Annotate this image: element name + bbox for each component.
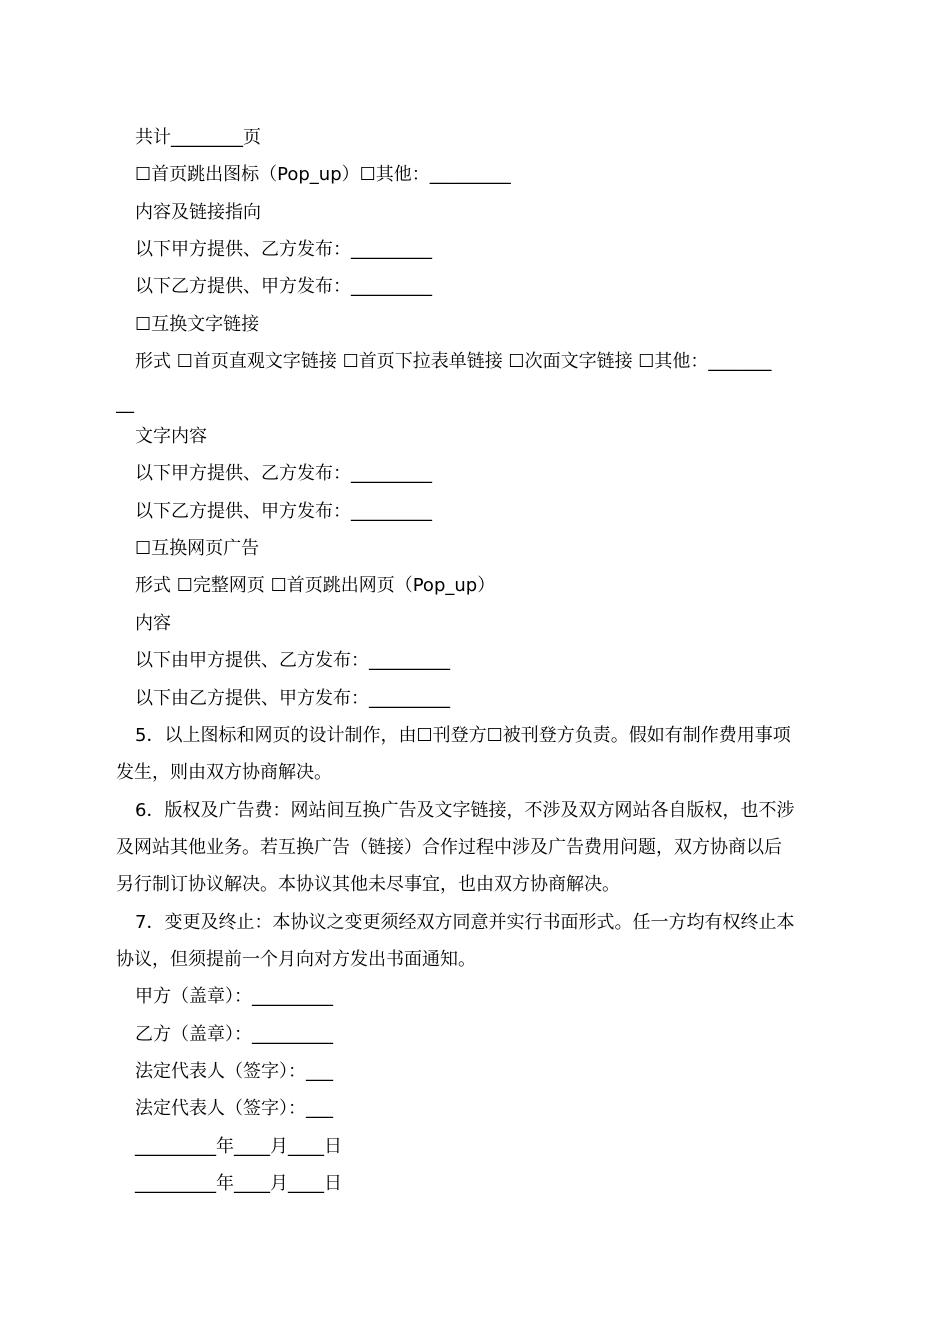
text-line: 共计________页 <box>135 127 261 148</box>
text-line: 及网站其他业务。若互换广告（链接）合作过程中涉及广告费用问题，双方协商以后 <box>116 837 782 858</box>
text-line: 以下甲方提供、乙方发布：_________ <box>135 463 432 484</box>
text-line: ☐首页跳出图标（Pop_up）☐其他：_________ <box>135 164 511 185</box>
text-line: 以下由乙方提供、甲方发布：_________ <box>135 688 450 709</box>
text-line: 以下由甲方提供、乙方发布：_________ <box>135 650 450 671</box>
text-line: 法定代表人（签字）：___ <box>135 1061 333 1082</box>
text-line: 另行制订协议解决。本协议其他未尽事宜，也由双方协商解决。 <box>116 874 620 895</box>
text-line: 7．变更及终止：本协议之变更须经双方同意并实行书面形式。任一方均有权终止本 <box>135 912 795 933</box>
text-line: 形式 ☐首页直观文字链接 ☐首页下拉表单链接 ☐次面文字链接 ☐其他：_______ <box>135 351 772 372</box>
text-line: 以下乙方提供、甲方发布：_________ <box>135 276 432 297</box>
text-line: 6．版权及广告费：网站间互换广告及文字链接，不涉及双方网站各自版权，也不涉 <box>135 800 795 821</box>
text-line: 文字内容 <box>135 426 207 447</box>
text-line: 甲方（盖章）：_________ <box>135 986 333 1007</box>
text-line: _________年____月____日 <box>135 1136 342 1157</box>
text-line: 内容及链接指向 <box>135 202 261 223</box>
text-line: 法定代表人（签字）：___ <box>135 1098 333 1119</box>
text-line: 协议，但须提前一个月向对方发出书面通知。 <box>116 949 476 970</box>
text-line: __ <box>116 393 134 414</box>
text-line: 形式 ☐完整网页 ☐首页跳出网页（Pop_up） <box>135 575 496 596</box>
text-line: 以下乙方提供、甲方发布：_________ <box>135 501 432 522</box>
text-line: 发生，则由双方协商解决。 <box>116 762 332 783</box>
text-line: 以下甲方提供、乙方发布：_________ <box>135 239 432 260</box>
text-line: _________年____月____日 <box>135 1173 342 1194</box>
text-line: 5．以上图标和网页的设计制作，由☐刊登方☐被刊登方负责。假如有制作费用事项 <box>135 725 791 746</box>
text-line: 乙方（盖章）：_________ <box>135 1024 333 1045</box>
text-line: ☐互换网页广告 <box>135 538 260 559</box>
text-line: ☐互换文字链接 <box>135 314 260 335</box>
text-line: 内容 <box>135 613 171 634</box>
